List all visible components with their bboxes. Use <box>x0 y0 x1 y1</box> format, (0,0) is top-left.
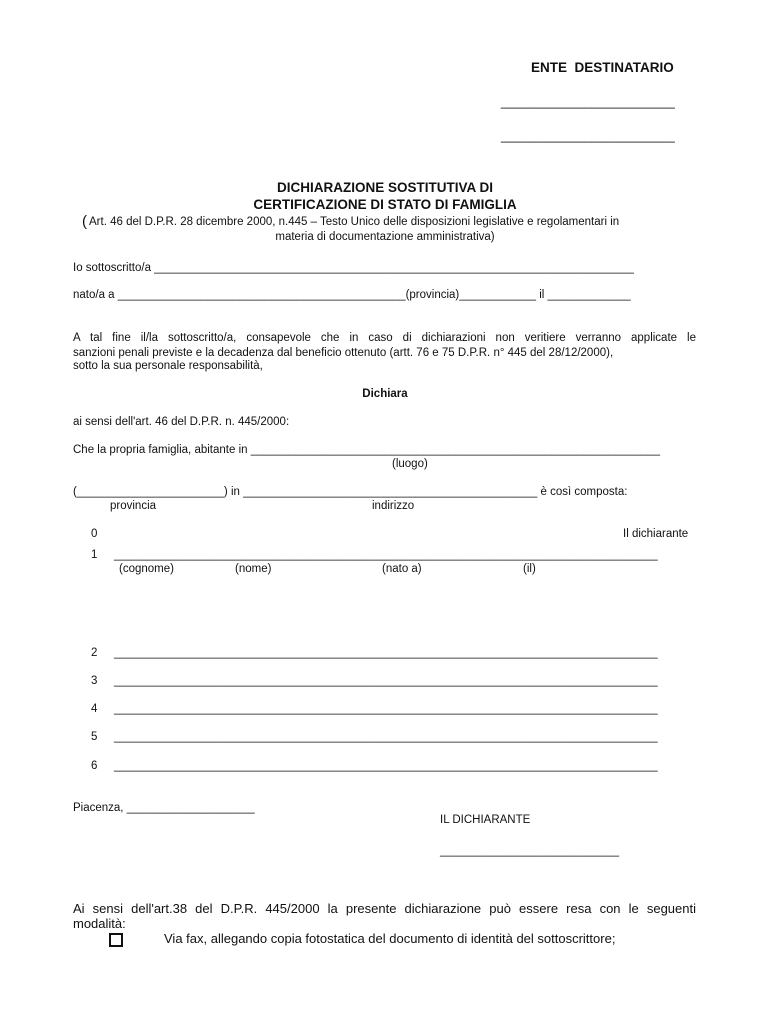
footer-line-2: modalità: <box>73 916 126 931</box>
birth-info-field[interactable]: nato/a a _____________________________________________(provincia)____________ il _____________ <box>73 289 631 301</box>
column-caption-birthplace: (nato a) <box>382 563 422 575</box>
checkbox-icon[interactable] <box>109 933 123 947</box>
member-row-2-line[interactable]: _____________________________________________________________________________________ <box>114 647 658 659</box>
intro-line-2: sanzioni penali previste e la decadenza dal beneficio ottenuto (artt. 76 e 75 D.P.R. n° 445 del 28/12/2000), <box>73 347 614 359</box>
document-title-line-2: CERTIFICAZIONE DI STATO DI FAMIGLIA <box>253 197 517 212</box>
signer-name-field[interactable]: Io sottoscritto/a ___________________________________________________________________________ <box>73 262 634 274</box>
document-title-line-1: DICHIARAZIONE SOSTITUTIVA DI <box>277 180 493 195</box>
member-row-6-number: 6 <box>91 760 98 772</box>
intro-line-3: sotto la sua personale responsabilità, <box>73 360 263 372</box>
member-row-0-label: Il dichiarante <box>623 528 689 540</box>
recipient-line-2: _________________________ <box>501 129 675 143</box>
residence-caption: (luogo) <box>392 458 428 470</box>
member-row-1-number: 1 <box>91 549 98 561</box>
family-address-field[interactable]: (_______________________) in ______________________________________________ è così composta: <box>73 486 628 498</box>
declares-heading: Dichiara <box>362 388 408 400</box>
member-row-6-line[interactable]: _____________________________________________________________________________________ <box>114 760 658 772</box>
declares-law-reference: ai sensi dell'art. 46 del D.P.R. n. 445/2000: <box>73 416 290 428</box>
recipient-line-1: _________________________ <box>501 95 675 109</box>
law-reference-line-2: materia di documentazione amministrativa) <box>275 231 495 243</box>
address-caption: indirizzo <box>372 500 415 512</box>
member-row-4-number: 4 <box>91 703 98 715</box>
intro-line-1: A tal fine il/la sottoscritto/a, consapevole che in caso di dichiarazioni non veritiere verranno applicate le <box>73 332 696 344</box>
column-caption-birthdate: (il) <box>523 563 536 575</box>
reference-open-paren: ( <box>82 213 87 230</box>
member-row-3-number: 3 <box>91 675 98 687</box>
law-reference-line-1: Art. 46 del D.P.R. 28 dicembre 2000, n.445 – Testo Unico delle disposizioni legislative e regolamentari in <box>89 216 620 228</box>
member-row-4-line[interactable]: _____________________________________________________________________________________ <box>114 703 658 715</box>
column-caption-surname: (cognome) <box>119 563 174 575</box>
column-caption-name: (nome) <box>235 563 272 575</box>
family-residence-field[interactable]: Che la propria famiglia, abitante in ________________________________________________________________ <box>73 444 661 456</box>
footer-option-fax: Via fax, allegando copia fotostatica del documento di identità del sottoscrittore; <box>164 931 616 946</box>
member-row-3-line[interactable]: _____________________________________________________________________________________ <box>114 675 658 687</box>
place-date-field[interactable]: Piacenza, ____________________ <box>73 802 255 814</box>
signature-label: IL DICHIARANTE <box>440 814 531 826</box>
signature-line[interactable]: ____________________________ <box>440 845 620 857</box>
recipient-title: ENTE DESTINATARIO <box>531 60 674 75</box>
member-row-2-number: 2 <box>91 647 98 659</box>
member-row-0-number: 0 <box>91 528 98 540</box>
member-row-1-line[interactable]: _____________________________________________________________________________________ <box>114 549 658 561</box>
member-row-5-number: 5 <box>91 731 98 743</box>
member-row-5-line[interactable]: _____________________________________________________________________________________ <box>114 731 658 743</box>
province-caption: provincia <box>110 500 157 512</box>
footer-line-1: Ai sensi dell'art.38 del D.P.R. 445/2000 la presente dichiarazione può essere resa con le seguenti <box>73 901 696 916</box>
